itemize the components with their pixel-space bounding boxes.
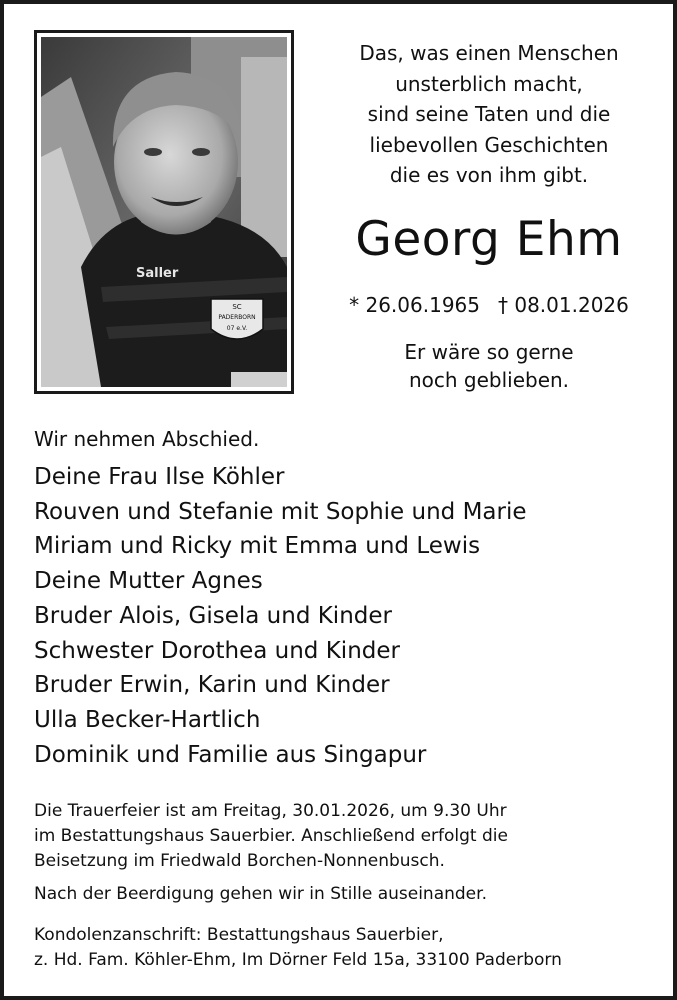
deceased-name: Georg Ehm [355, 212, 623, 267]
birth-date: * 26.06.1965 [349, 293, 480, 317]
mourner-item: Miriam und Ricky mit Emma und Lewis [34, 533, 481, 560]
service-line: Die Trauerfeier ist am Freitag, 30.01.2026, um 9.30 Uhr [34, 801, 507, 821]
life-dates [304, 290, 674, 320]
mourner-item: Bruder Alois, Gisela und Kinder [34, 602, 392, 629]
mourner-item: Bruder Erwin, Karin und Kinder [34, 672, 390, 699]
mourner-item: Ulla Becker-Hartlich [34, 706, 261, 733]
mourner-item: Deine Mutter Agnes [34, 568, 263, 595]
wish-line: noch geblieben. [408, 368, 570, 392]
mourner-item: Rouven und Stefanie mit Sophie und Marie [34, 498, 527, 525]
mourner-item: Deine Frau Ilse Köhler [34, 464, 285, 490]
portrait-image [41, 37, 287, 387]
quote-line: sind seine Taten und die [367, 102, 611, 126]
condolence-address [34, 923, 562, 973]
quote-line: die es von ihm gibt. [389, 163, 589, 187]
quote-line: Das, was einen Menschen [359, 41, 619, 65]
service-line: im Bestattungshaus Sauerbier. Anschließend erfolgt die [34, 826, 508, 846]
farewell-intro: Wir nehmen Abschied. [34, 427, 260, 451]
portrait-photo [34, 30, 294, 394]
service-line: Beisetzung im Friedwald Borchen-Nonnenbusch. [34, 851, 445, 871]
mourners-list [34, 460, 527, 772]
contact-line: Kondolenzanschrift: Bestattungshaus Sauerbier, [34, 925, 444, 945]
farewell-wish [304, 338, 674, 394]
mourner-item: Dominik und Familie aus Singapur [34, 741, 427, 768]
svg-text:07 e.V.: 07 e.V. [226, 325, 248, 332]
funeral-service-info [34, 799, 664, 874]
club-crest-icon [211, 299, 263, 339]
svg-text:SC: SC [232, 303, 242, 311]
jersey-brand-text: Saller [136, 266, 179, 281]
mourner-item: Schwester Dorothea und Kinder [34, 637, 400, 664]
death-date: † 08.01.2026 [498, 293, 629, 317]
memorial-quote [304, 38, 674, 191]
svg-text:PADERBORN: PADERBORN [218, 314, 256, 321]
quote-line: unsterblich macht, [395, 71, 583, 96]
quote-line: liebevollen Geschichten [369, 132, 609, 157]
silence-note: Nach der Beerdigung gehen wir in Stille auseinander. [34, 884, 487, 904]
contact-line: z. Hd. Fam. Köhler-Ehm, Im Dörner Feld 15a, 33100 Paderborn [34, 950, 562, 970]
wish-line: Er wäre so gerne [404, 340, 574, 364]
